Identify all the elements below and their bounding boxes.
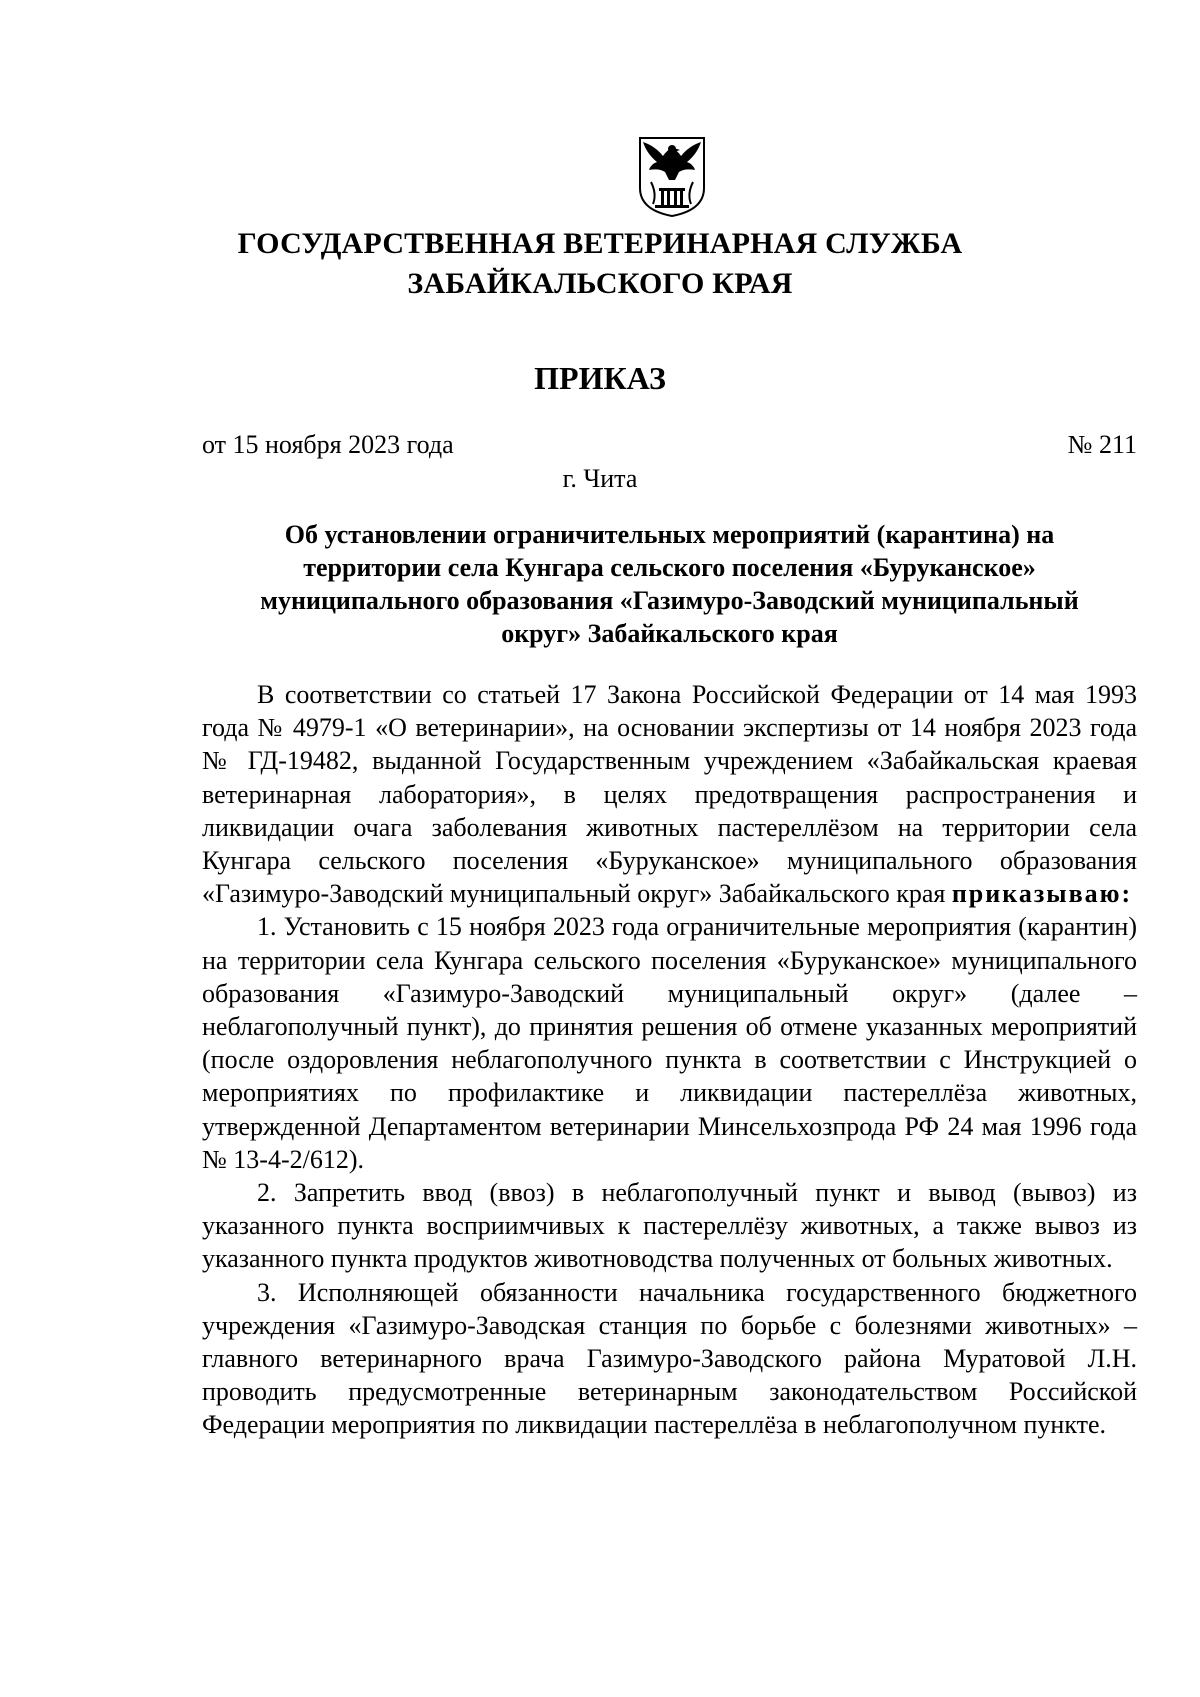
document-body [202, 678, 1137, 1442]
document-date: от 15 ноября 2023 года [202, 430, 454, 459]
order-item-1: 1. Установить с 15 ноября 2023 года ограничительные мероприятия (карантин) на территории села Кунгара сельского поселения «Буруканское» муниципального образования «Газимуро-Заводский муниципальный округ» (далее – неблагополучный пункт), до принятия решения об отмене указанных мероприятий (после оздоровления неблагополучного пункта в соответствии с Инструкцией о мероприятиях по профилактике и ликвидации пастереллёза животных, утвержденной Департаментом ветеринарии Минсельхозпрода РФ 24 мая 1996 года № 13-4-2/612). [202, 912, 1137, 1174]
subject-line3: муниципального образования «Газимуро-Заводский муниципальный [260, 586, 1079, 615]
order-item-3: 3. Исполняющей обязанности начальника государственного бюджетного учреждения «Газимуро-Заводская станция по борьбе с болезнями животных» – главного ветеринарного врача Газимуро-Заводского района Муратовой Л.Н. проводить предусмотренные ветеринарным законодательством Российской Федерации мероприятия по ликвидации пастереллёза в неблагополучном пункте. [202, 1277, 1137, 1440]
document-type: ПРИКАЗ [534, 360, 666, 396]
subject-line1: Об установлении ограничительных мероприятий (карантина) на [284, 520, 1055, 549]
coat-of-arms-icon [637, 136, 707, 218]
document-subject [202, 518, 1137, 650]
document-city: г. Чита [562, 464, 638, 493]
organization-title [150, 224, 1050, 304]
document-number: № 211 [1067, 430, 1137, 459]
org-title-line1: ГОСУДАРСТВЕННАЯ ВЕТЕРИНАРНАЯ СЛУЖБА [237, 227, 963, 260]
subject-line4: округ» Забайкальского края [501, 619, 838, 648]
subject-line2: территории села Кунгара сельского поселения «Буруканское» [303, 553, 1036, 582]
order-item-2: 2. Запретить ввод (ввоз) в неблагополучный пункт и вывод (вывоз) из указанного пункта восприимчивых к пастереллёзу животных, а также вывоз из указанного пункта продуктов животноводства полученных от больных животных. [202, 1178, 1137, 1274]
order-word: приказываю: [951, 879, 1133, 909]
preamble-text: В соответствии со статьей 17 Закона Российской Федерации от 14 мая 1993 года № 4979-1 «О ветеринарии», на основании экспертизы от 14 ноября 2023 года № ГД-19482, выданной Государственным учреждением «Забайкальская краевая ветеринарная лаборатория», в целях предотвращения распространения и ликвидации очага заболевания животных пастереллёзом на территории села Кунгара сельского поселения «Буруканское» муниципального образования «Газимуро-Заводский муниципальный округ» Забайкальского края [202, 680, 1137, 909]
preamble-paragraph [202, 678, 1137, 910]
org-title-line2: ЗАБАЙКАЛЬСКОГО КРАЯ [407, 267, 793, 300]
